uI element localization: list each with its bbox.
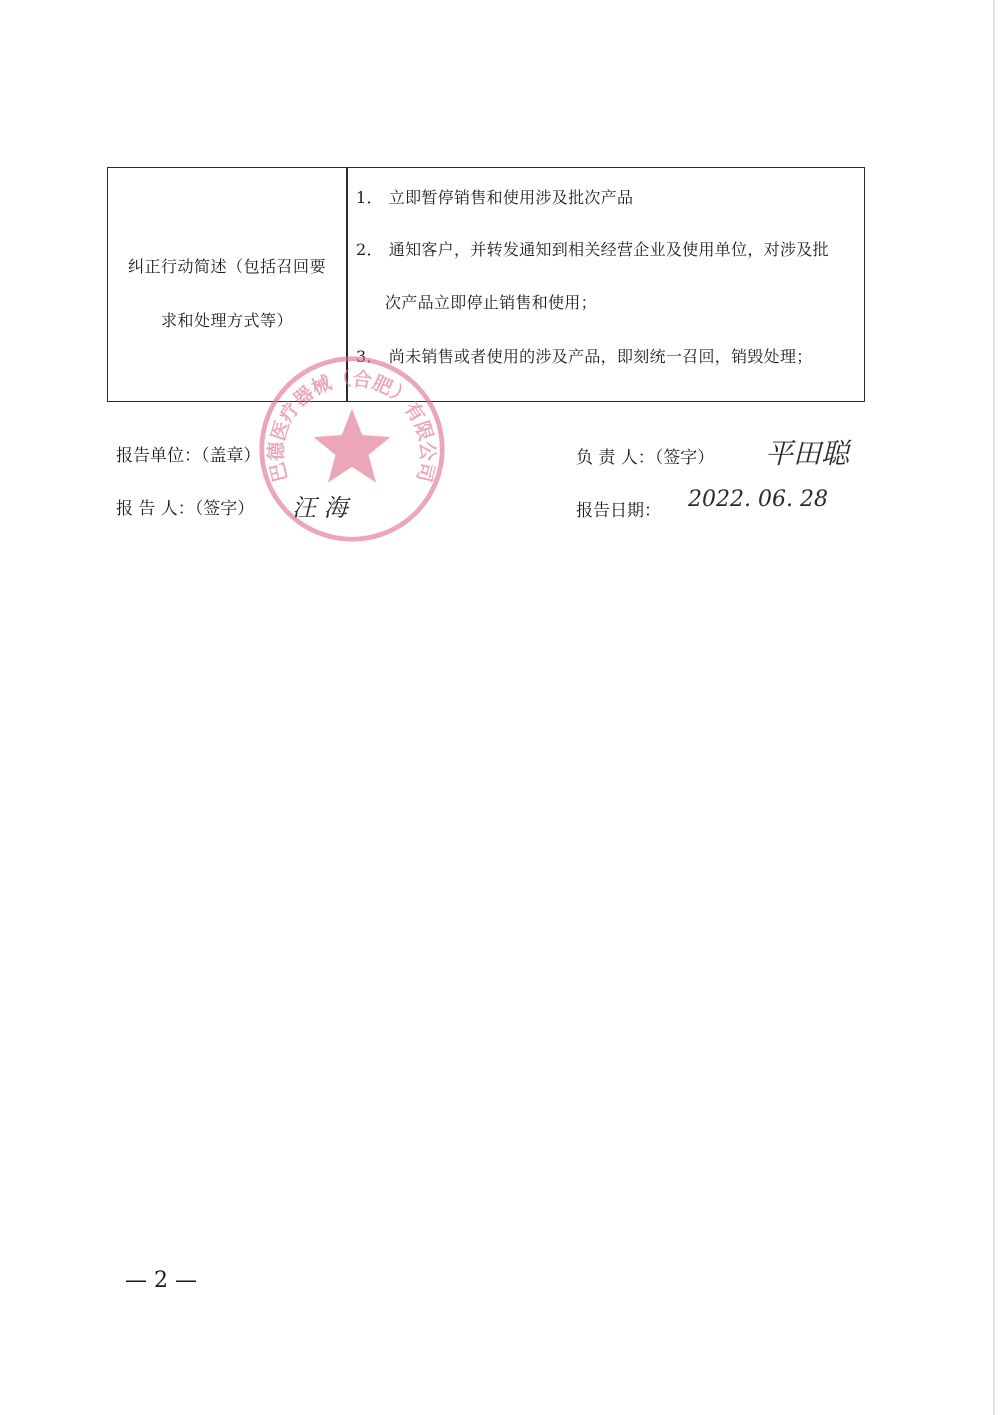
reporter-signature: 汪 海 xyxy=(292,494,348,522)
corrective-action-table xyxy=(107,167,865,402)
page-number: — 2 — xyxy=(125,1268,197,1293)
responsible-label: 负 责 人：（签字） xyxy=(576,448,715,468)
star-icon xyxy=(314,409,391,483)
row-label xyxy=(116,240,338,348)
company-seal xyxy=(256,353,448,545)
action-item-2 xyxy=(356,237,829,260)
report-date-value: 2022. 06. 28 xyxy=(688,487,828,512)
reporter-label: 报 告 人：（签字） xyxy=(116,499,255,519)
page-edge xyxy=(993,0,995,1415)
row-label-line-2: 求和处理方式等） xyxy=(160,311,293,330)
row-label-line-1: 纠正行动简述（包括召回要 xyxy=(127,257,326,276)
responsible-signature: 平田聪 xyxy=(765,437,850,470)
action-text: 立即暂停销售和使用涉及批次产品 xyxy=(388,188,634,207)
action-number: 2． xyxy=(356,240,383,259)
action-item-1 xyxy=(356,185,633,208)
action-number: 1． xyxy=(356,188,383,207)
action-item-2-continued xyxy=(385,290,597,313)
action-text: 通知客户，并转发通知到相关经营企业及使用单位，对涉及批 xyxy=(388,240,829,259)
seal-text: 巴德医疗器械（合肥）有限公司 xyxy=(264,366,440,485)
action-number: 3． xyxy=(356,347,383,366)
action-text: 尚未销售或者使用的涉及产品，即刻统一召回，销毁处理； xyxy=(388,347,813,366)
action-text: 次产品立即停止销售和使用； xyxy=(385,293,597,312)
report-date-label: 报告日期： xyxy=(576,501,661,521)
report-unit-label: 报告单位：（盖章） xyxy=(116,446,261,466)
